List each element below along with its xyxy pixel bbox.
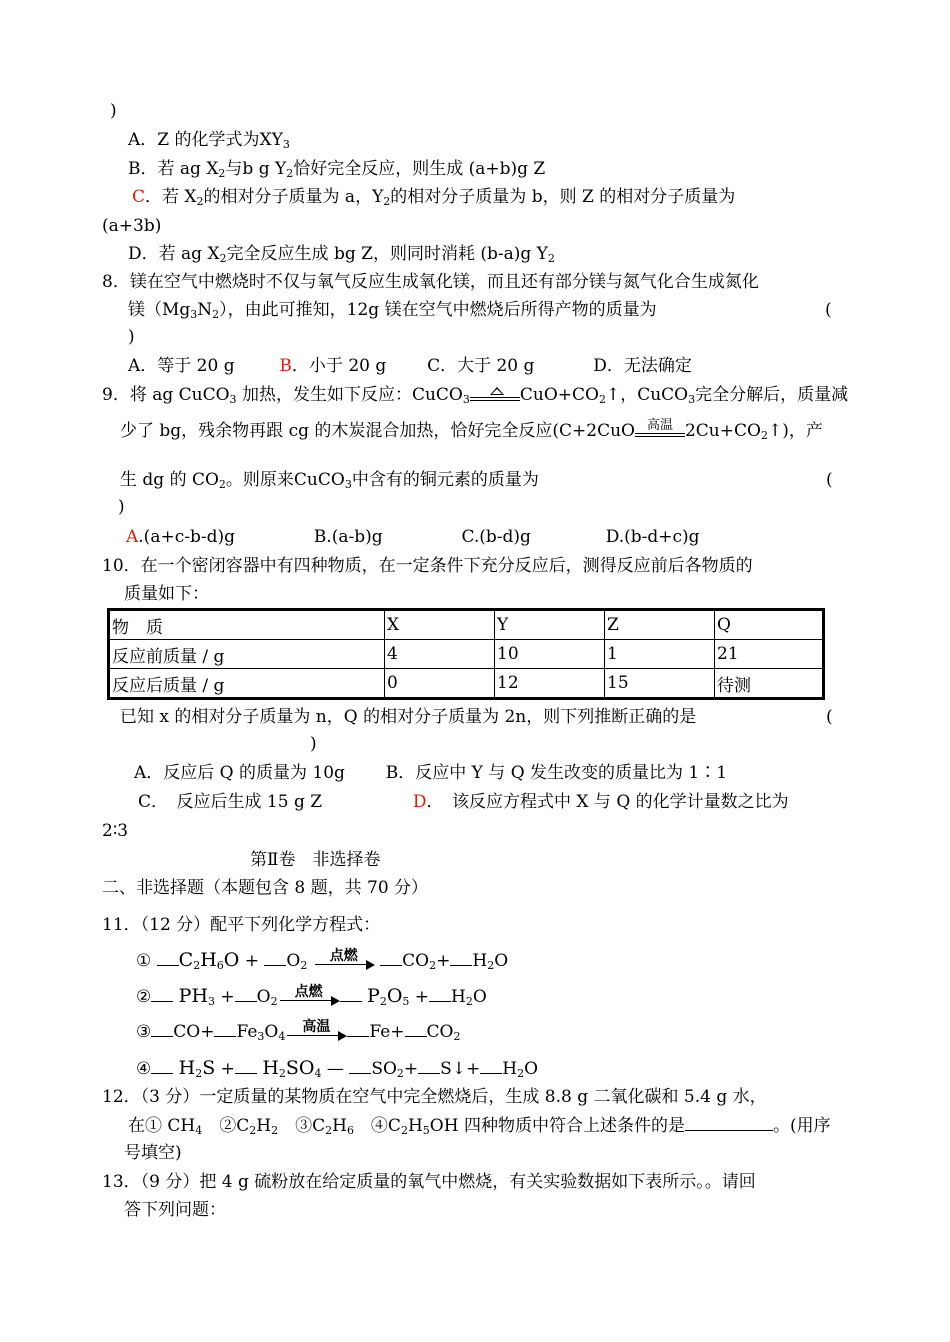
- q10-options-ab: [134, 762, 950, 784]
- table-cell: 物 质: [109, 610, 385, 640]
- q11-equation-1: ① $C_2H_6O + O_2$ 点燃 $CO_2+ H_2O$: [136, 947, 509, 972]
- high-temp-condition: 高温: [635, 421, 685, 443]
- section-title: 第Ⅱ卷 非选择卷: [250, 850, 381, 870]
- table-cell: 10: [495, 640, 605, 669]
- q8-paren-open: (: [825, 300, 832, 320]
- q13-stem-line1: 13．（9 分）把 4 g 硫粉放在给定质量的氧气中燃烧，有关实验数据如下表所示。。请回: [102, 1172, 756, 1192]
- q9-stem-line1: 9．将 ag CuCO$_3$ 加热，发生如下反应：CuCO$_3$ $CuO+CO_2↑$，CuCO$_3$完全分解后，质量减: [102, 385, 849, 406]
- q9-option-b[interactable]: B.(a-b)g: [313, 527, 383, 547]
- table-cell: 待测: [715, 669, 824, 699]
- table-cell: Q: [715, 610, 824, 640]
- q9-option-d[interactable]: D.(b-d+c)g: [605, 527, 700, 547]
- table-cell: 15: [605, 669, 715, 699]
- q7-option-c[interactable]: C．若 $X_2$的相对分子质量为 a，$Y_2$的相对分子质量为 b，则 Z 的相对分子质量为: [132, 187, 736, 208]
- q12-stem-line1: 12．（3 分）一定质量的某物质在空气中完全燃烧后，生成 8.8 g 二氧化碳和 5.4 g 水，: [102, 1087, 767, 1107]
- table-cell: 0: [385, 669, 495, 699]
- section-heading: 二、非选择题（本题包含 8 题，共 70 分）: [102, 878, 429, 898]
- q8-options: [128, 355, 950, 377]
- q9-option-a[interactable]: A.(a+c-b-d)g: [126, 527, 235, 547]
- q13-stem-line2: 答下列问题：: [124, 1200, 226, 1220]
- q9-stem-line3: 生 dg 的 $CO_2$。则原来CuCO$_3$中含有的铜元素的质量为: [120, 470, 539, 491]
- q8-stem-line2: 镁$(Mg_3N_2)$，由此可推知，12g 镁在空气中燃烧后所得产物的质量为: [128, 300, 657, 321]
- q9-stem-line2: 少了 bg，残余物再跟 cg 的木炭混合加热，恰好完全反应(C+2CuO 高温 $2Cu+CO_2↑$)，产: [120, 417, 823, 442]
- table-cell: 反应后质量 / g: [109, 669, 385, 699]
- q9-options: [126, 526, 950, 548]
- table-cell: 12: [495, 669, 605, 699]
- ignite-arrow-icon: 点燃: [313, 951, 375, 973]
- q9-paren-open: (: [826, 470, 833, 490]
- heat-condition-icon: [470, 385, 520, 407]
- q11-title: 11．（12 分）配平下列化学方程式：: [102, 915, 381, 935]
- q7-answer-mark: C: [132, 187, 146, 207]
- table-cell: 4: [385, 640, 495, 669]
- q10-paren-open: (: [826, 707, 833, 727]
- q10-data-table: [107, 608, 825, 700]
- q9-paren-close: ): [118, 497, 125, 517]
- table-cell: Y: [495, 610, 605, 640]
- q12-stem-line3: 号填空): [124, 1143, 182, 1163]
- q8-stem-line1: 8．镁在空气中燃烧时不仅与氧气反应生成氧化镁，而且还有部分镁与氮气化合生成氮化: [102, 272, 759, 292]
- q11-equation-3: ③ $CO+ Fe_3O_4$ 高温 $Fe+ CO_2$: [136, 1018, 461, 1043]
- q8-option-d[interactable]: D．无法确定: [593, 356, 692, 376]
- q8-paren-close: ): [128, 327, 135, 347]
- table-row: [109, 640, 824, 669]
- table-cell: 21: [715, 640, 824, 669]
- q7-option-a[interactable]: A．Z 的化学式为$XY_3$: [128, 130, 290, 151]
- q10-stem-line1: 10．在一个密闭容器中有四种物质，在一定条件下充分反应后，测得反应前后各物质的: [102, 556, 753, 576]
- table-cell: 1: [605, 640, 715, 669]
- table-row: [109, 669, 824, 699]
- q10-options-cd: [138, 791, 950, 813]
- q10-option-b[interactable]: B．反应中 Y 与 Q 发生改变的质量比为 1∶1: [385, 763, 728, 783]
- q10-paren-close: ): [310, 734, 317, 754]
- q11-equation-4: ④ $H_2S + H_2SO_4$ — $SO_2+$ S↓+ $H_2O$: [136, 1057, 539, 1080]
- table-header-row: [109, 610, 824, 640]
- table-cell: Z: [605, 610, 715, 640]
- q10-option-d-cont: 2∶3: [102, 821, 129, 841]
- q7-paren-close: ): [110, 101, 117, 121]
- q7-option-b[interactable]: B．若 ag $X_2$与b g $Y_2$恰好完全反应，则生成 (a+b)g Z: [128, 159, 546, 180]
- answer-blank[interactable]: [685, 1114, 773, 1131]
- q7-option-d[interactable]: D．若 ag $X_2$完全反应生成 bg Z，则同时消耗 (b-a)g $Y_2$: [128, 244, 555, 265]
- q8-option-b[interactable]: B．小于 20 g: [279, 356, 387, 376]
- q8-option-a[interactable]: A．等于 20 g: [128, 356, 235, 376]
- q10-condition: 已知 x 的相对分子质量为 n，Q 的相对分子质量为 2n，则下列推断正确的是: [120, 707, 697, 727]
- q9-option-c[interactable]: C.(b-d)g: [461, 527, 531, 547]
- q10-stem-line2: 质量如下：: [124, 584, 209, 604]
- table-cell: 反应前质量 / g: [109, 640, 385, 669]
- ignite-arrow-icon: 点燃: [278, 987, 340, 1009]
- table-cell: X: [385, 610, 495, 640]
- q12-stem-line2: 在① $CH_4$ $②C_2H_2$ $③C_2H_6$ $④C_2H_5OH$ 四种物质中符合上述条件的是 。(用序: [128, 1116, 831, 1137]
- q7-option-c-cont: (a+3b): [102, 216, 162, 236]
- q10-option-d[interactable]: D． 该反应方程式中 X 与 Q 的化学计量数之比为: [412, 792, 789, 812]
- high-temp-arrow-icon: 高温: [285, 1022, 347, 1044]
- q10-option-a[interactable]: A．反应后 Q 的质量为 10g: [134, 763, 345, 783]
- q10-option-c[interactable]: C． 反应后生成 15 g Z: [138, 792, 323, 812]
- q11-equation-2: ② $PH_3 + O_2$ 点燃 $P_2O_5 + H_2O$: [136, 983, 487, 1008]
- q8-option-c[interactable]: C．大于 20 g: [427, 356, 535, 376]
